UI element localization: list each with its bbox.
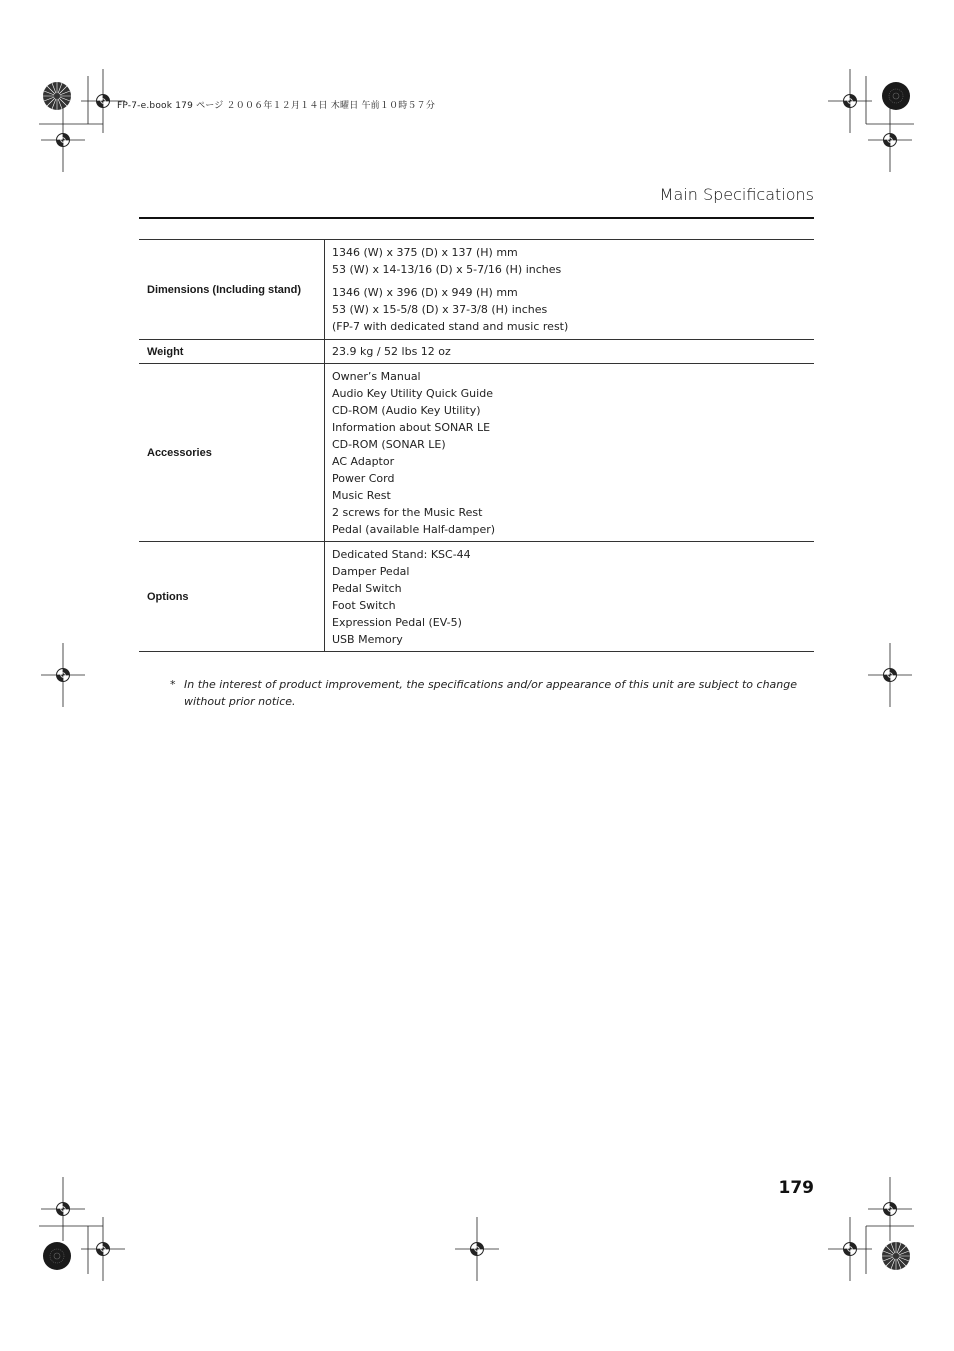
radial-color-target-icon	[882, 1242, 910, 1270]
value-line: 1346 (W) x 396 (D) x 949 (H) mm	[332, 286, 518, 299]
list-item: AC Adaptor	[332, 454, 395, 468]
table-row-weight	[139, 340, 814, 364]
list-item: Power Cord	[332, 471, 395, 485]
list-item: Owner’s Manual	[332, 369, 421, 383]
list-item: Damper Pedal	[332, 564, 410, 578]
crosshair-registration-icon	[41, 1177, 85, 1241]
table-row-dimensions	[139, 240, 814, 340]
crosshair-registration-icon	[41, 108, 85, 172]
list-item: Information about SONAR LE	[332, 420, 491, 434]
row-value-accessories	[325, 364, 815, 542]
dark-color-target-icon	[882, 82, 910, 110]
section-title: Main Specifications	[659, 185, 814, 204]
row-value-dimensions	[325, 240, 815, 340]
list-item: CD-ROM (Audio Key Utility)	[332, 403, 481, 417]
row-label-options: Options	[139, 542, 325, 652]
value-line: 23.9 kg / 52 lbs 12 oz	[332, 345, 451, 358]
value-line: 53 (W) x 15-5/8 (D) x 37-3/8 (H) inches	[332, 303, 548, 316]
list-item: Audio Key Utility Quick Guide	[332, 386, 493, 400]
radial-color-target-icon	[43, 82, 71, 110]
value-line: 1346 (W) x 375 (D) x 137 (H) mm	[332, 246, 518, 259]
crosshair-registration-icon	[868, 1177, 912, 1241]
list-item: Pedal (available Half-damper)	[332, 522, 496, 536]
row-label-accessories: Accessories	[139, 364, 325, 542]
table-row-accessories	[139, 364, 814, 542]
list-item: 2 screws for the Music Rest	[332, 505, 483, 519]
list-item: CD-ROM (SONAR LE)	[332, 437, 446, 451]
footnote-text: In the interest of product improvement, the specifications and/or appearance of this unit are subject to change without prior notice.	[184, 678, 798, 708]
list-item: Expression Pedal (EV-5)	[332, 615, 462, 629]
print-header: FP-7-e.book 179 ページ ２００６年１２月１４日 木曜日 午前１０時５７分	[117, 101, 436, 111]
dark-color-target-icon	[43, 1242, 71, 1270]
footnote-marker: *	[170, 678, 176, 691]
row-label-weight: Weight	[139, 340, 325, 364]
row-value-options	[325, 542, 815, 652]
list-item: Dedicated Stand: KSC-44	[332, 547, 471, 561]
list-item: Pedal Switch	[332, 581, 402, 595]
crosshair-registration-icon	[828, 1217, 872, 1281]
table-row-options	[139, 542, 814, 652]
crosshair-registration-icon	[868, 643, 912, 707]
crosshair-registration-icon	[868, 108, 912, 172]
footnote	[170, 676, 814, 710]
value-line: 53 (W) x 14-13/16 (D) x 5-7/16 (H) inches	[332, 263, 562, 276]
crosshair-registration-icon	[81, 1217, 125, 1281]
list-item: Music Rest	[332, 488, 391, 502]
title-rule	[139, 217, 814, 219]
page-number: 179	[778, 1178, 814, 1198]
crosshair-registration-icon	[41, 643, 85, 707]
value-line: (FP-7 with dedicated stand and music rest)	[332, 320, 569, 333]
row-value-weight	[325, 340, 815, 364]
list-item: Foot Switch	[332, 598, 396, 612]
crosshair-registration-icon	[828, 69, 872, 133]
list-item: USB Memory	[332, 632, 403, 646]
spec-table	[139, 239, 814, 652]
crosshair-registration-icon	[455, 1217, 499, 1281]
row-label-dimensions: Dimensions (Including stand)	[139, 240, 325, 340]
